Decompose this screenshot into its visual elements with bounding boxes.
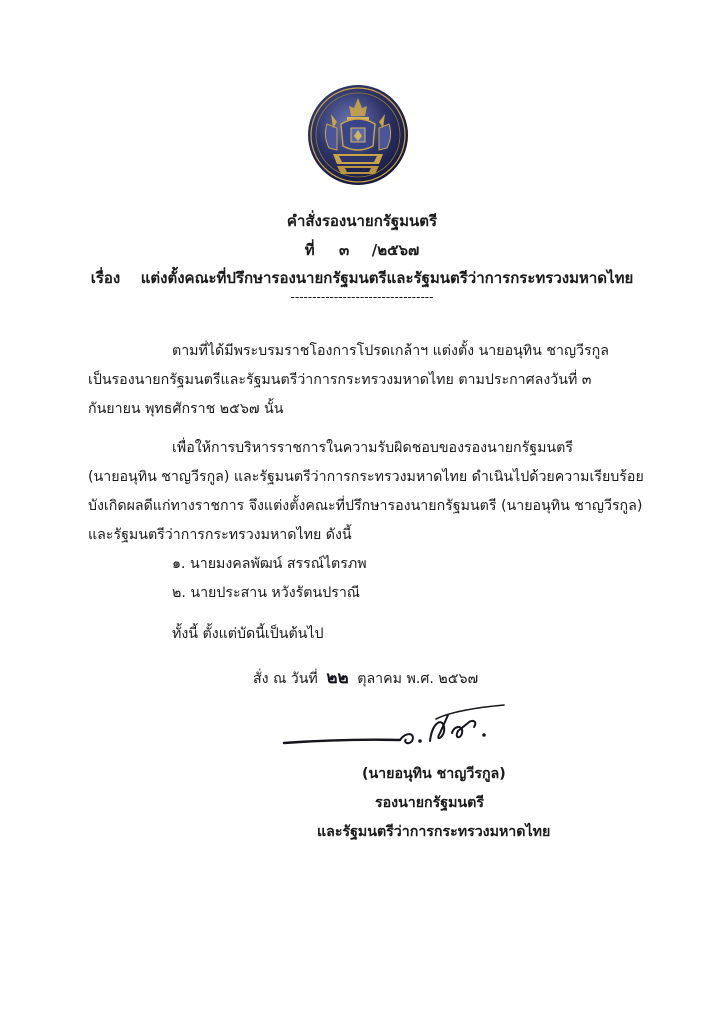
signatory-name: (นายอนุทิน ชาญวีรกูล) xyxy=(362,766,506,782)
number-year: /๒๕๖๗ xyxy=(371,241,420,259)
number-value: ๓ xyxy=(339,241,350,259)
subject-text: แต่งตั้งคณะที่ปรึกษารองนายกรัฐมนตรีและรัฐมนตรีว่าการกระทรวงมหาดไทย xyxy=(140,269,634,287)
date-prefix: สั่ง ณ วันที่ xyxy=(253,671,318,687)
date-day: ๒๒ xyxy=(326,668,349,688)
member-item: ๑. นายมงคลพัฒน์ สรรณ์ไตรภพ xyxy=(172,556,367,572)
document-number xyxy=(0,238,724,262)
document-title: คำสั่งรองนายกรัฐมนตรี xyxy=(286,212,438,230)
handwritten-signature xyxy=(282,703,512,763)
paragraph1-line1: ตามที่ได้มีพระบรมราชโองการโปรดเกล้าฯ แต่งตั้ง นายอนุทิน ชาญวีรกูล xyxy=(172,343,609,359)
effective-statement: ทั้งนี้ ตั้งแต่บัดนี้เป็นต้นไป xyxy=(172,626,324,642)
order-date xyxy=(253,664,478,691)
date-month-year: ตุลาคม พ.ศ. ๒๕๖๗ xyxy=(357,671,479,687)
paragraph1-line3: กันยายน พุทธศักราช ๒๕๖๗ นั้น xyxy=(88,401,284,417)
paragraph1-line2: เป็นรองนายกรัฐมนตรีและรัฐมนตรีว่าการกระทรวงมหาดไทย ตามประกาศลงวันที่ ๓ xyxy=(88,372,592,388)
paragraph2-line2: (นายอนุทิน ชาญวีรกูล) และรัฐมนตรีว่าการกระทรวงมหาดไทย ดำเนินไปด้วยความเรียบร้อย xyxy=(88,469,644,485)
paragraph2-line1: เพื่อให้การบริหารราชการในความรับผิดชอบของรองนายกรัฐมนตรี xyxy=(172,440,573,456)
garuda-seal xyxy=(307,84,409,186)
paragraph2-line3: บังเกิดผลดีแก่ทางราชการ จึงแต่งตั้งคณะที่ปรึกษารองนายกรัฐมนตรี (นายอนุทิน ชาญวีรกูล) xyxy=(88,498,643,514)
header-divider: --------------------------------- xyxy=(290,290,434,304)
signatory-position: และรัฐมนตรีว่าการกระทรวงมหาดไทย xyxy=(317,824,551,840)
member-item: ๒. นายประสาน หวังรัตนปราณี xyxy=(172,585,360,601)
signature-icon xyxy=(282,703,512,763)
subject-label: เรื่อง xyxy=(90,269,121,287)
signatory-position: รองนายกรัฐมนตรี xyxy=(375,795,484,811)
number-prefix: ที่ xyxy=(304,241,315,259)
paragraph2-line4: และรัฐมนตรีว่าการกระทรวงมหาดไทย ดังนี้ xyxy=(88,527,352,543)
emblem-icon xyxy=(307,84,409,186)
document-subject xyxy=(0,266,724,290)
